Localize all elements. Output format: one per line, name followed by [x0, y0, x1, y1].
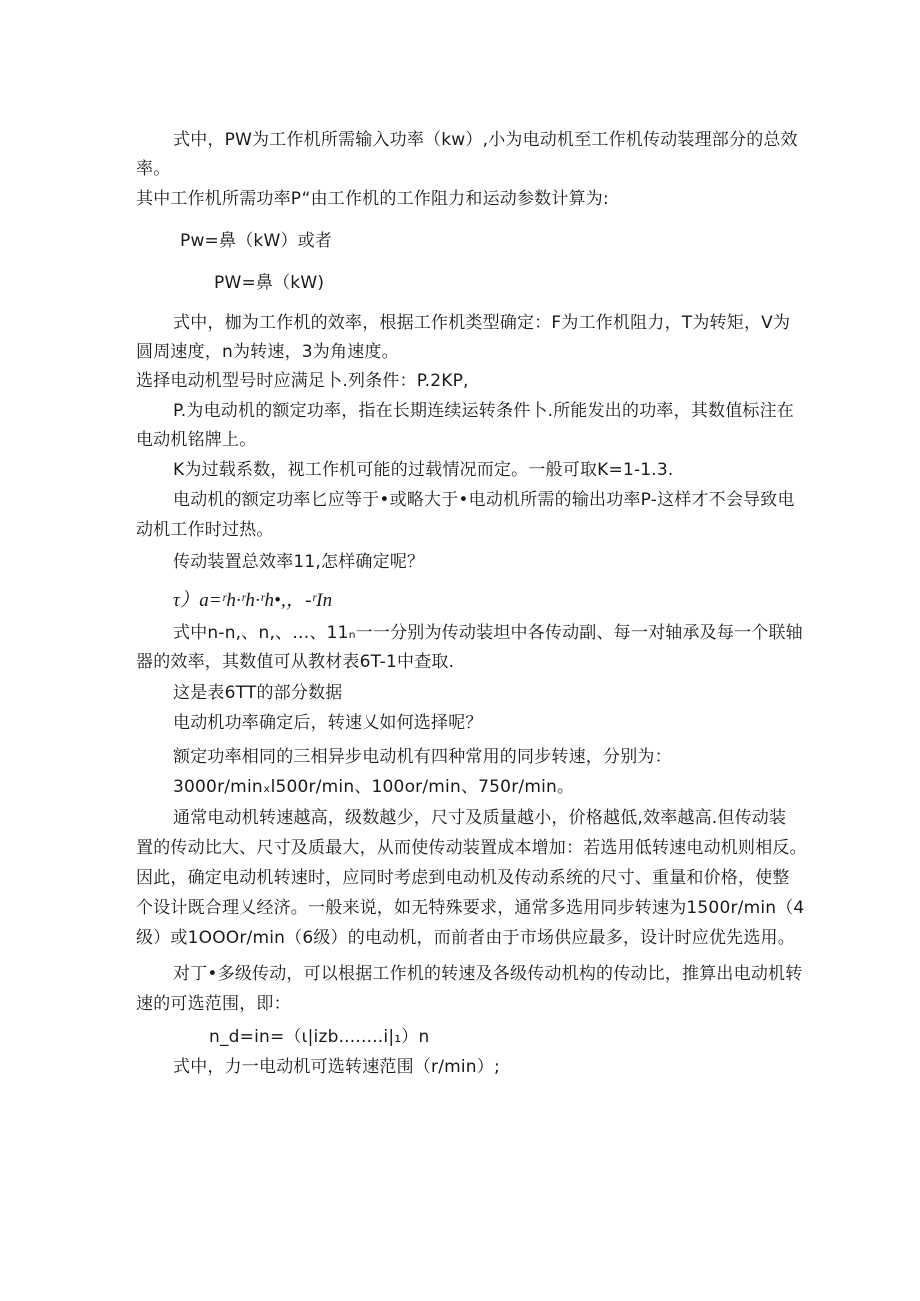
text-line: 式中n-n,、n,、…、11ₙ一一分别为传动装坦中各传动副、每一对轴承及每一个联轴: [173, 623, 803, 643]
text-line: 式中，PW为工作机所需输入功率（kw）,小为电动机至工作机传动装理部分的总效: [173, 130, 798, 150]
text-line: 圆周速度，n为转速，3为角速度。: [136, 342, 399, 362]
text-line: 个设计既合理乂经济。一般来说，如无特殊要求，通常多选用同步转速为1500r/min（4: [136, 898, 805, 918]
text-line: 电动机的额定功率匕应等于•或略大于•电动机所需的输出功率P-这样才不会导致电: [173, 490, 795, 510]
text-line: 器的效率，其数值可从教材表6T-1中查取.: [136, 652, 455, 672]
text-line: 级）或1OOOr/min（6级）的电动机，而前者由于市场供应最多，设计时应优先选用。: [136, 928, 795, 948]
text-line: 传动装置总效率11,怎样确定呢？: [173, 552, 425, 572]
text-line: 其中工作机所需功率P“由工作机的工作阻力和运动参数计算为:: [136, 189, 609, 209]
text-line: 置的传动比大、尺寸及质最大，从而使传动装置成本增加：若选用低转速电动机则相反。: [136, 838, 807, 858]
text-line: 速的可选范围，即：: [136, 994, 291, 1014]
text-line: 式中，力一电动机可选转速范围（r/min）;: [173, 1057, 500, 1077]
text-line: 通常电动机转速越高，级数越少，尺寸及质量越小，价格越低,效率越高.但传动装: [173, 808, 787, 828]
formula-line: PW=鼻（kW): [214, 273, 325, 293]
text-line: 率。: [136, 159, 171, 179]
formula-line: Pw=鼻（kW）或者: [180, 231, 333, 251]
text-line: 选择电动机型号时应满足卜.列条件：P.2KP,: [136, 371, 469, 391]
text-line: 动机工作时过热。: [136, 520, 274, 540]
formula-line: n_d=in=（ι|izb........i|₁）n: [209, 1027, 430, 1047]
text-line: 对丁•多级传动，可以根据工作机的转速及各级传动机构的传动比，推算出电动机转: [173, 964, 803, 984]
text-line: 因此，确定电动机转速时，应同时考虑到电动机及传动系统的尺寸、重量和价格，使整: [136, 868, 790, 888]
text-line: 式中，枷为工作机的效率，根据工作机类型确定：F为工作机阻力，T为转矩，V为: [173, 313, 791, 333]
text-line: 电动机功率确定后，转速乂如何选择呢？: [173, 713, 483, 733]
text-line: 3000r/minₓl500r/min、100or/min、750r/min。: [173, 777, 575, 797]
text-line: 这是表6TT的部分数据: [173, 683, 343, 703]
text-line: P.为电动机的额定功率，指在长期连续运转条件卜.所能发出的功率，其数值标注在: [173, 401, 795, 421]
text-line: 额定功率相同的三相异步电动机有四种常用的同步转速，分别为：: [173, 747, 672, 767]
formula-line: τ）a=ʳh·ʳh·ʳh•,，-ʳIn: [173, 590, 333, 611]
text-line: K为过载系数，视工作机可能的过载情况而定。一般可取K=1-1.3.: [173, 460, 674, 480]
text-line: 电动机铭牌上。: [136, 430, 257, 450]
